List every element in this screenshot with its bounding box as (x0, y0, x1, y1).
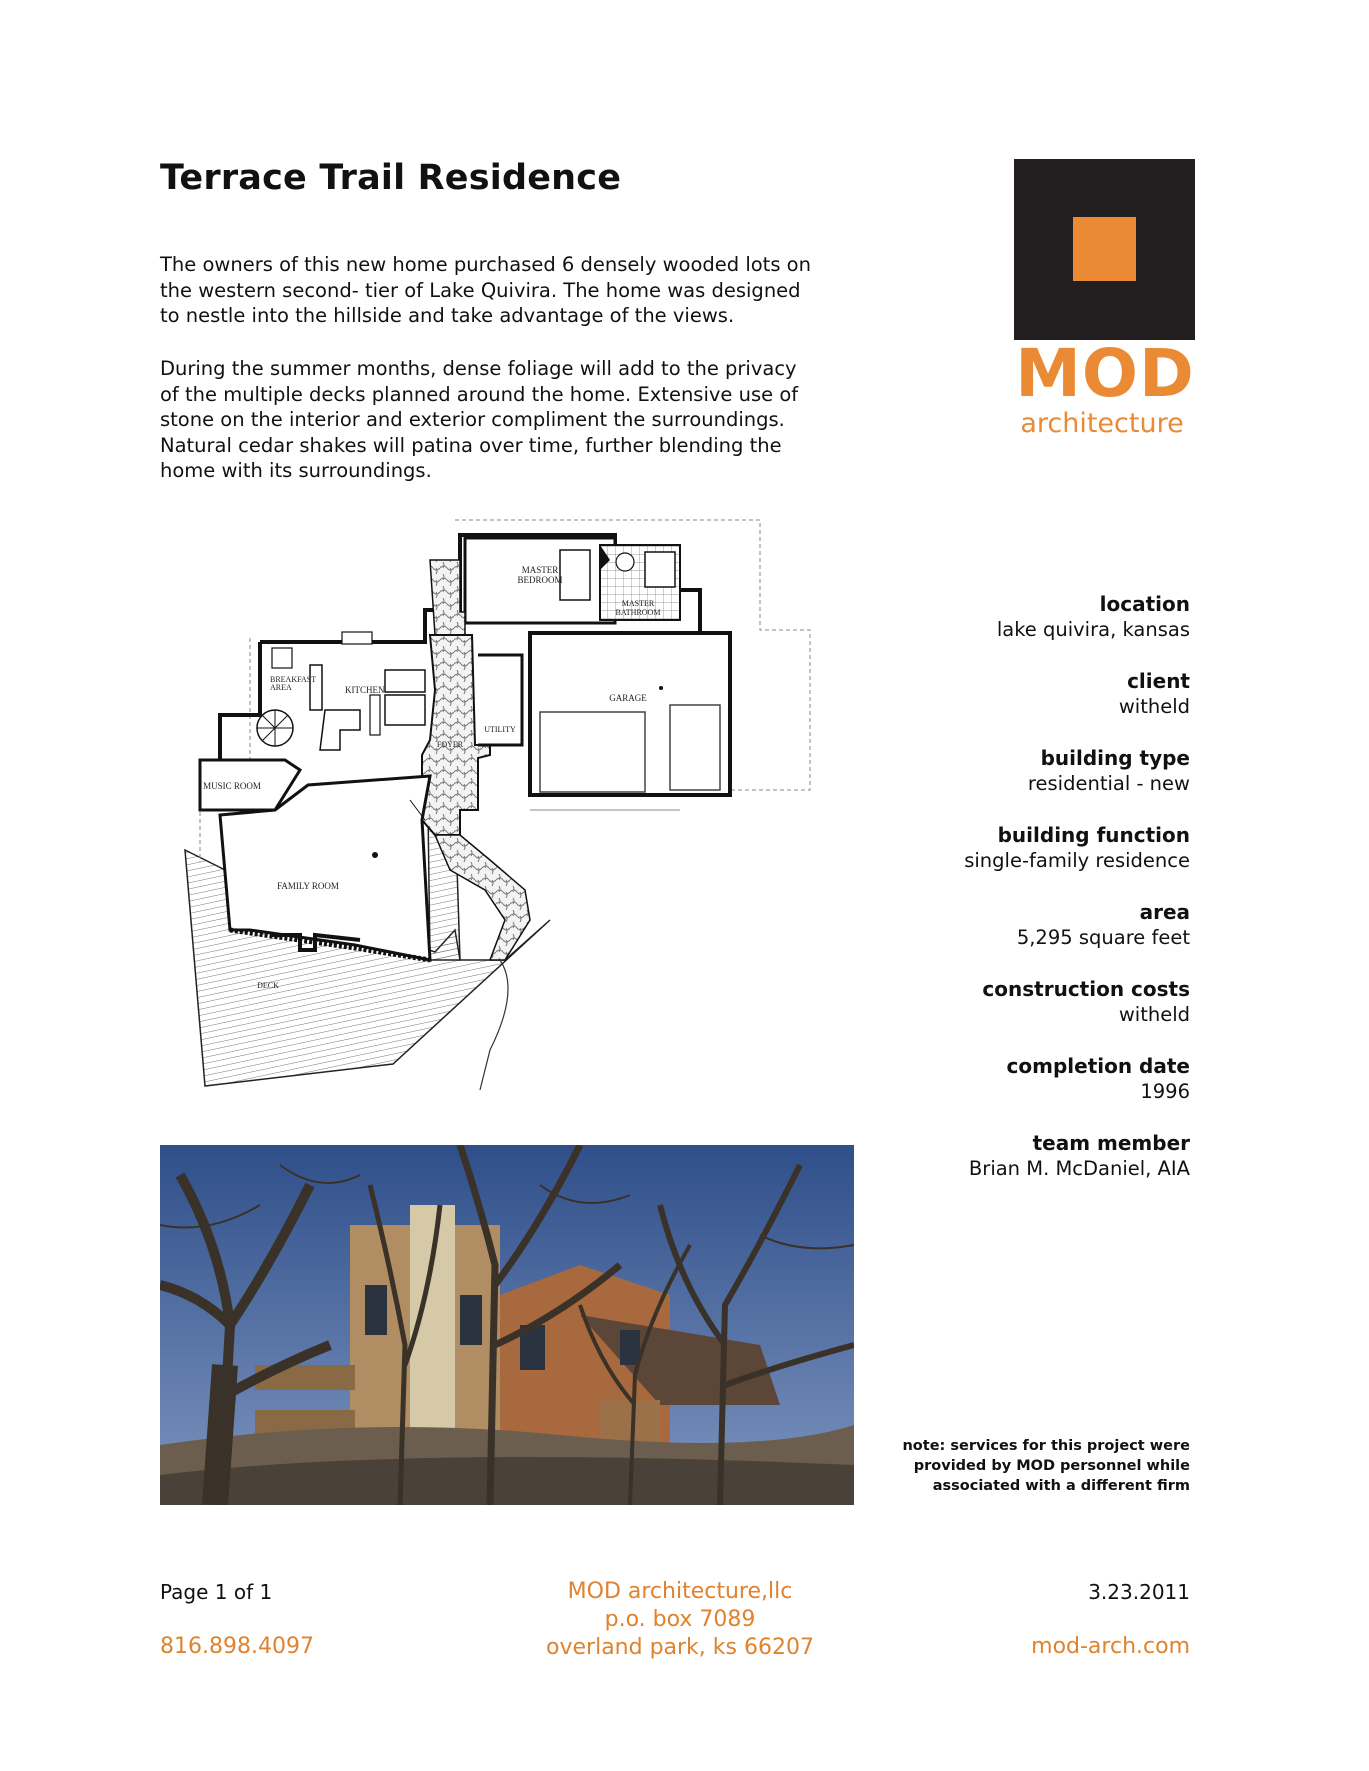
intro-paragraph (160, 252, 840, 329)
house-photo (160, 1145, 854, 1505)
detail-paragraph (160, 356, 840, 484)
fact-client (870, 669, 1190, 746)
company-address (480, 1578, 880, 1662)
note-line: associated with a different firm (932, 1478, 1190, 1494)
fact-label: area (1139, 900, 1190, 924)
plan-label-music-room: MUSIC ROOM (203, 781, 261, 791)
fact-building-function (870, 823, 1190, 900)
text-line: During the summer months, dense foliage will add to the privacy (160, 357, 797, 380)
text-line: home with its surroundings. (160, 459, 432, 482)
fact-value: Brian M. McDaniel, AIA (968, 1157, 1190, 1180)
plan-label-utility: UTILITY (484, 725, 516, 734)
plan-label-master-bathroom-2: BATHROOM (615, 608, 661, 617)
text-line: Natural cedar shakes will patina over time, further blending the (160, 433, 782, 457)
fact-value: witheld (1118, 1003, 1190, 1026)
fact-location (870, 592, 1190, 669)
fact-value: single-family residence (964, 849, 1190, 872)
text-line: of the multiple decks planned around the home. Extensive use of (160, 382, 799, 406)
city-line: overland park, ks 66207 (546, 1635, 814, 1660)
logo-subtitle: architecture (1020, 408, 1184, 439)
services-note (850, 1436, 1190, 1496)
fact-label: team member (1032, 1131, 1190, 1155)
phone-number: 816.898.4097 (160, 1634, 314, 1659)
logo-mark (1014, 159, 1195, 340)
project-facts (870, 592, 1190, 1208)
fact-construction-costs (870, 977, 1190, 1054)
plan-label-master-bedroom-2: BEDROOM (517, 575, 563, 585)
company-name: MOD architecture,llc (567, 1579, 793, 1604)
note-line: provided by MOD personnel while (913, 1458, 1190, 1474)
fact-label: location (1099, 592, 1190, 616)
fact-value: 5,295 square feet (1016, 926, 1190, 949)
page-number: Page 1 of 1 (160, 1580, 273, 1604)
po-box: p.o. box 7089 (604, 1607, 756, 1632)
fact-label: building function (997, 823, 1190, 847)
fact-label: client (1127, 669, 1190, 693)
fact-value: lake quivira, kansas (996, 618, 1190, 641)
fact-label: building type (1040, 746, 1190, 770)
fact-label: completion date (1006, 1054, 1190, 1078)
fact-team-member (870, 1131, 1190, 1208)
floor-plan (160, 490, 860, 1090)
plan-label-foyer: FOYER (436, 740, 464, 749)
page-title: Terrace Trail Residence (160, 158, 622, 198)
fact-value: 1996 (1140, 1080, 1190, 1103)
website-link[interactable]: mod-arch.com (1031, 1634, 1190, 1659)
plan-label-breakfast-2: AREA (270, 683, 292, 692)
logo-mark-inner (1073, 217, 1136, 281)
text-line: stone on the interior and exterior compliment the surroundings. (160, 408, 785, 431)
plan-label-deck: DECK (257, 981, 279, 990)
logo-wordmark: MOD (1015, 335, 1195, 412)
plan-label-breakfast: BREAKFAST (270, 675, 317, 684)
text-line: The owners of this new home purchased 6 densely wooded lots on (160, 253, 811, 276)
fact-completion-date (870, 1054, 1190, 1131)
plan-label-kitchen: KITCHEN (345, 685, 385, 695)
plan-label-garage: GARAGE (609, 693, 647, 703)
text-line: to nestle into the hillside and take advantage of the views. (160, 304, 735, 327)
fact-value: witheld (1118, 695, 1190, 718)
fact-label: construction costs (982, 977, 1190, 1001)
plan-label-family-room: FAMILY ROOM (277, 881, 339, 891)
plan-label-master-bedroom: MASTER (521, 565, 559, 575)
plan-label-master-bathroom: MASTER (621, 599, 655, 608)
fact-area (870, 900, 1190, 977)
fact-value: residential - new (1027, 772, 1190, 795)
text-line: the western second- tier of Lake Quivira. The home was designed (160, 278, 801, 302)
document-date: 3.23.2011 (1088, 1580, 1190, 1604)
fact-building-type (870, 746, 1190, 823)
note-line: note: services for this project were (902, 1438, 1190, 1454)
